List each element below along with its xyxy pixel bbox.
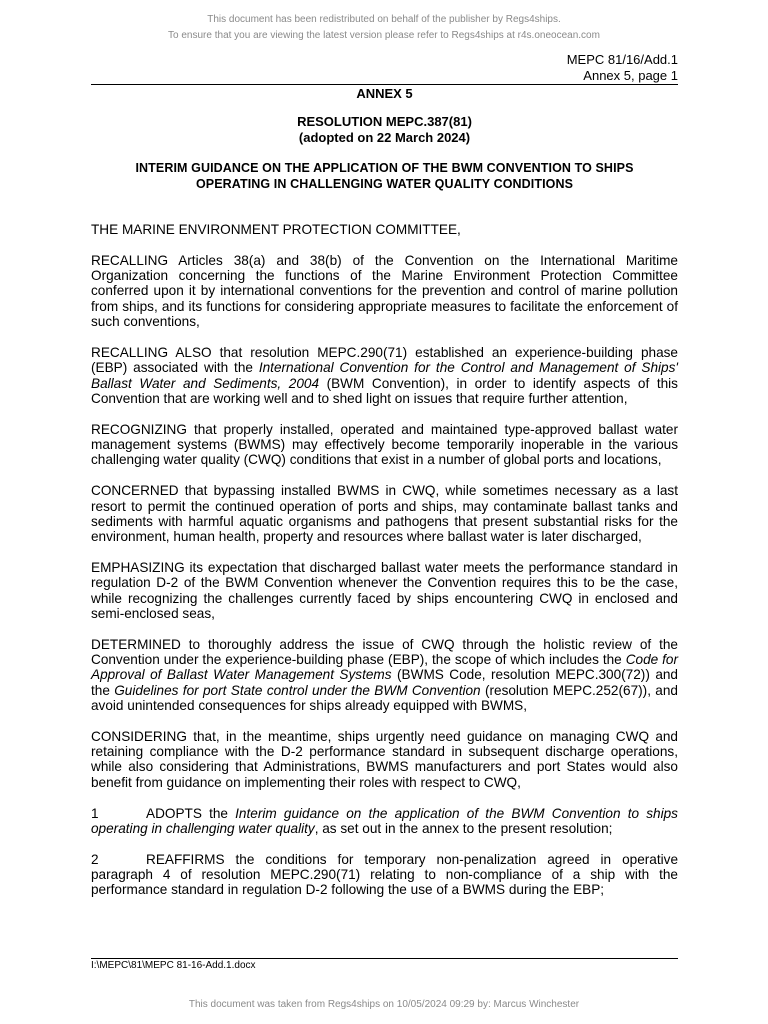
recognizing-paragraph: RECOGNIZING that properly installed, operated and maintained type-approved ballast water management systems (BWMS) may effectively become temporarily inoperable in the various challenging water quality (CWQ) conditions that exist in a number of global ports and locations, [91,421,678,468]
title-line-1: INTERIM GUIDANCE ON THE APPLICATION OF THE BWM CONVENTION TO SHIPS [135,161,634,175]
recalling-paragraph: RECALLING Articles 38(a) and 38(b) of the Convention on the International Maritime Organization concerning the functions of the Marine Environment Protection Committee conferred upon it by international conventions for the prevention and control of marine pollution from ships, and its functions for considering appropriate measures to facilitate the enforcement of such conventions, [91,252,678,330]
interim-guidance-title: Interim guidance on the application of the BWM Convention to ships operating in challenging water quality [91,805,678,836]
psc-guidelines-title: Guidelines for port State control under the BWM Convention [114,682,481,698]
reaffirms-text: REAFFIRMS the conditions for temporary non-penalization agreed in operative paragraph 4 of resolution MEPC.290(71) relating to non-compliance of a ship with the performance standard in regulation D-2 following the use of a BWMS during the EBP; [91,851,678,898]
recalling-also-paragraph [91,345,678,406]
recalling-also-text-1: RECALLING ALSO that resolution MEPC.290(71) established an experience-building phase (EBP) associated with the [91,344,678,376]
emphasizing-paragraph: EMPHASIZING its expectation that discharged ballast water meets the performance standard in regulation D-2 of the BWM Convention whenever the Convention requires this to be the case, while recognizing the challenges currently faced by ships encountering CWQ in enclosed and semi-enclosed seas, [91,560,678,621]
annex-heading: ANNEX 5 [356,86,413,101]
file-path: I:\MEPC\81\MEPC 81-16-Add.1.docx [91,960,256,971]
notice-line-1: This document has been redistributed on behalf of the publisher by Regs4ships. [207,14,561,25]
document-title [91,160,678,192]
download-notice: This document was taken from Regs4ships on 10/05/2024 09:29 by: Marcus Winchester [188,999,580,1010]
title-line-2: OPERATING IN CHALLENGING WATER QUALITY CONDITIONS [195,177,574,191]
operative-paragraph-1 [91,806,678,837]
adopts-text-1: ADOPTS the [146,805,236,821]
resolution-heading [91,114,678,146]
determined-text-3: (resolution MEPC.252(67)), and avoid unintended consequences for ships already equipped with BWMS, [91,682,678,713]
page-number: Annex 5, page 1 [583,68,678,83]
resolution-body [91,222,678,913]
determined-text-2: (BWMS Code, resolution MEPC.300(72)) and the [91,667,678,698]
paragraph-number-2: 2 [91,851,99,867]
determined-text-1: DETERMINED to thoroughly address the issue of CWQ through the holistic review of the Convention under the experience-building phase (EBP), the scope of which includes the [91,636,678,668]
adopts-text-2: , as set out in the annex to the present resolution; [314,820,613,836]
paragraph-number-1: 1 [91,805,99,821]
committee-paragraph: THE MARINE ENVIRONMENT PROTECTION COMMITTEE, [91,222,461,237]
notice-line-2: To ensure that you are viewing the latest version please refer to Regs4ships at r4s.oneocean.com [168,30,600,41]
footer-divider [91,958,678,959]
document-reference [567,52,678,84]
operative-paragraph-2 [91,852,678,898]
bwm-convention-title: International Convention for the Control and Management of Ships' Ballast Water and Sediments, 2004 [91,360,678,391]
determined-paragraph [91,637,678,713]
header-divider [91,84,678,85]
document-number: MEPC 81/16/Add.1 [566,52,678,67]
recalling-also-text-2: (BWM Convention), in order to identify aspects of this Convention that are working well and to shed light on issues that require further attention, [91,375,678,406]
resolution-number: RESOLUTION MEPC.387(81) [297,114,472,129]
concerned-paragraph: CONCERNED that bypassing installed BWMS in CWQ, while sometimes necessary as a last resort to permit the continued operation of ports and ships, may contaminate ballast tanks and sediments with harmful aquatic organisms and pathogens that present substantial risks for the environment, human health, property and resources where ballast water is later discharged, [91,483,678,545]
adoption-date: (adopted on 22 March 2024) [298,130,471,145]
bwms-code-title: Code for Approval of Ballast Water Management Systems [91,652,678,683]
considering-paragraph: CONSIDERING that, in the meantime, ships urgently need guidance on managing CWQ and retaining compliance with the D-2 performance standard in subsequent discharge operations, while also considering that Administrations, BWMS manufacturers and port States would also benefit from guidance on implementing their roles with respect to CWQ, [91,728,678,790]
redistribution-notice [0,12,768,44]
